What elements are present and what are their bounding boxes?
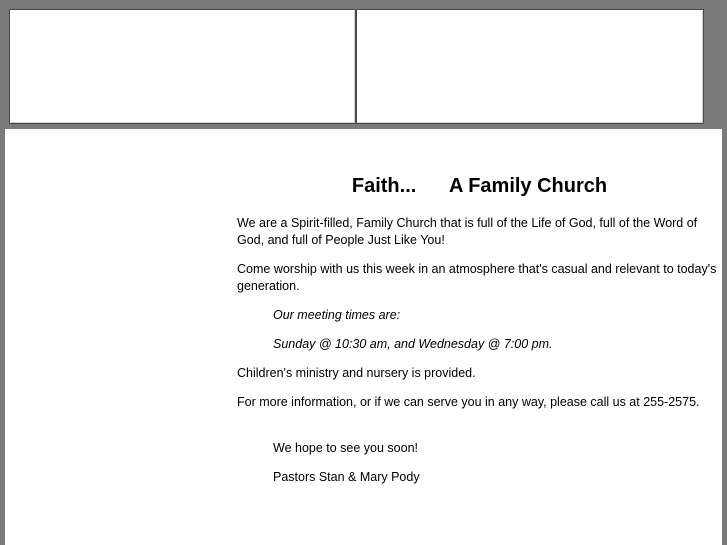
intro-paragraph: We are a Spirit-filled, Family Church that is full of the Life of God, full of the Word of God, and full of People Just Like You! <box>237 216 698 247</box>
worship-paragraph: Come worship with us this week in an atmosphere that's casual and relevant to today's generation. <box>237 262 717 293</box>
spacer <box>237 423 717 440</box>
childrens-ministry-paragraph: Children's ministry and nursery is provided. <box>237 366 476 380</box>
page-title-part2: A Family Church <box>448 175 608 197</box>
meeting-times-label: Our meeting times are: <box>273 308 401 322</box>
header-banner-right <box>356 9 704 124</box>
header-banner-left <box>9 9 356 124</box>
pastors-signature: Pastors Stan & Mary Pody <box>273 470 420 484</box>
header-band <box>0 0 727 129</box>
contact-paragraph: For more information, or if we can serve you in any way, please call us at 255-2575. <box>237 395 700 409</box>
meeting-times: Sunday @ 10:30 am, and Wednesday @ 7:00 pm. <box>273 337 553 351</box>
page-title-part1: Faith... <box>351 175 417 197</box>
closing-line: We hope to see you soon! <box>273 441 419 455</box>
main-content <box>237 172 717 498</box>
page-title <box>237 172 717 200</box>
